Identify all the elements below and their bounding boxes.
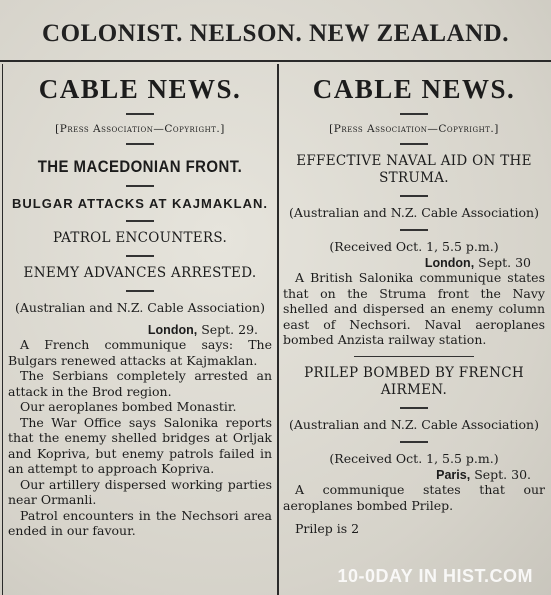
cable-association: (Australian and N.Z. Cable Association) — [289, 417, 539, 432]
dateline-date: Sept. 30 — [478, 255, 531, 270]
right-column — [283, 64, 545, 537]
article-paragraph: Our aeroplanes bombed Monastir. — [20, 399, 237, 414]
received-time: (Received Oct. 1, 5.5 p.m.) — [329, 239, 499, 254]
subhead-enemy-advances: ENEMY ADVANCES ARRESTED. — [23, 265, 257, 281]
divider — [126, 290, 154, 292]
divider — [126, 255, 154, 257]
dateline-place: London, — [147, 323, 198, 337]
dateline — [283, 255, 545, 270]
article-paragraph: A French communique says: The Bulgars renewed attacks at Kajmaklan. — [8, 337, 272, 368]
watermark: 10-0DAY IN HIST.COM — [337, 566, 533, 586]
left-column — [8, 64, 272, 539]
divider — [400, 229, 428, 231]
divider — [400, 441, 428, 443]
article-paragraph: The War Office says Salonika reports that the enemy shelled bridges at Orljak and Kopriva, but enemy patrols failed in an attempt to approach Kopriva. — [8, 414, 272, 476]
subhead-patrol-encounters: PATROL ENCOUNTERS. — [52, 230, 228, 246]
dateline-date: Sept. 30. — [474, 467, 531, 482]
article-paragraph: A communique states that our aeroplanes bombed Prilep. — [283, 482, 545, 513]
cable-news-title: CABLE NEWS. — [312, 74, 516, 104]
divider — [126, 143, 154, 145]
cable-association: (Australian and N.Z. Cable Association) — [15, 300, 265, 315]
divider — [400, 407, 428, 409]
press-association-note: [Press Association—Copyright.] — [55, 123, 225, 135]
left-border — [2, 64, 3, 595]
divider — [400, 195, 428, 197]
article-paragraph: A British Salonika communique states that on the Struma front the Navy shelled and dispersed an enemy column east of Nechsori. Naval aeroplanes bombed Anzista railway station. — [283, 270, 545, 347]
divider — [126, 185, 154, 187]
article-paragraph: Prilep is 2 — [295, 521, 360, 536]
divider — [400, 113, 428, 115]
article-paragraph: Our artillery dispersed working parties near Ormanli. — [8, 476, 272, 507]
received-time: (Received Oct. 1, 5.5 p.m.) — [329, 451, 499, 466]
divider — [126, 113, 154, 115]
article-paragraph: The Serbians completely arrested an attack in the Brod region. — [8, 368, 272, 399]
dateline-date: Sept. 29. — [201, 322, 258, 337]
subhead-bulgar-attacks: BULGAR ATTACKS AT KAJMAKLAN. — [12, 196, 268, 211]
column-divider — [277, 64, 279, 595]
press-association-note: [Press Association—Copyright.] — [329, 123, 499, 135]
headline-naval-aid: EFFECTIVE NAVAL AID ON THE STRUMA. — [296, 153, 532, 186]
masthead-rule — [0, 60, 551, 62]
article-paragraph: Patrol encounters in the Nechsori area ended in our favour. — [8, 507, 272, 538]
dateline-place: London, — [424, 256, 475, 270]
dateline — [8, 322, 272, 337]
dateline — [283, 467, 545, 482]
dateline-place: Paris, — [436, 468, 471, 482]
cable-news-title: CABLE NEWS. — [38, 74, 242, 104]
headline-prilep-bombed: PRILEP BOMBED BY FRENCH AIRMEN. — [304, 365, 524, 398]
masthead: COLONIST. NELSON. NEW ZEALAND. — [42, 20, 509, 47]
cable-association: (Australian and N.Z. Cable Association) — [289, 205, 539, 220]
headline-macedonian-front: THE MACEDONIAN FRONT. — [37, 157, 243, 176]
divider — [354, 356, 474, 358]
divider — [400, 143, 428, 145]
divider — [126, 220, 154, 222]
